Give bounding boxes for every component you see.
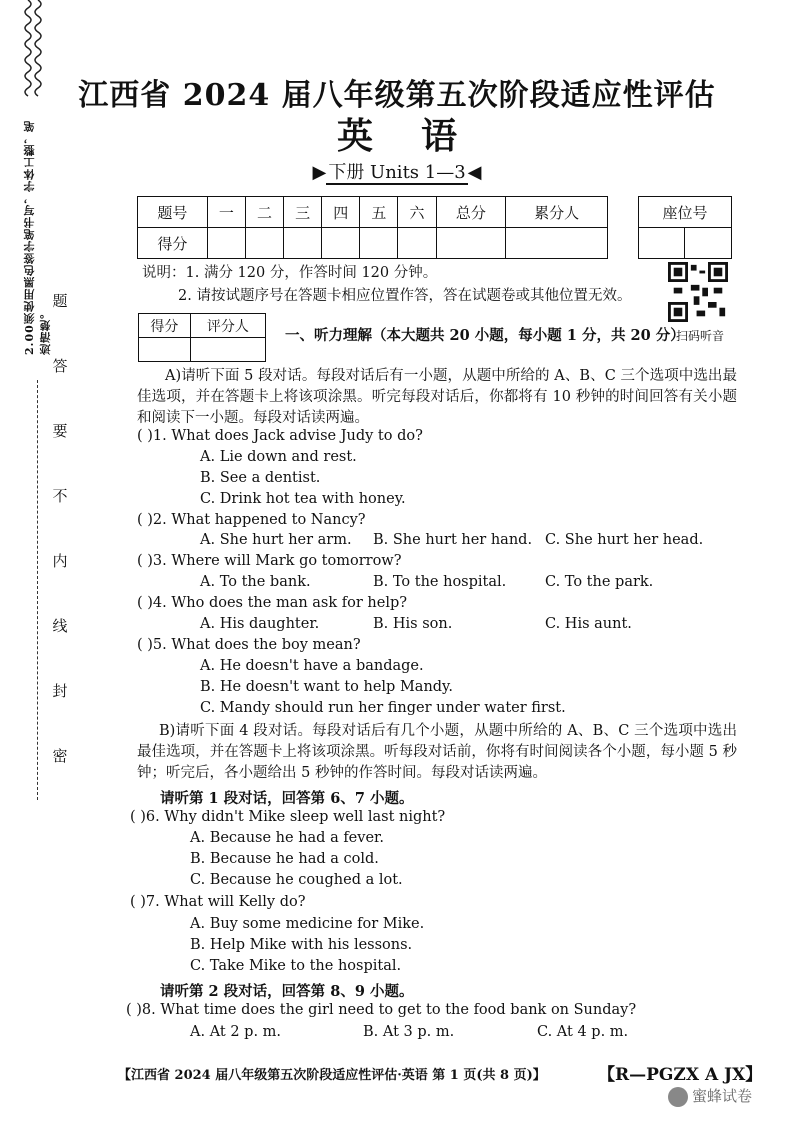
instructions-notes [142, 262, 631, 308]
part-b-instructions: B)请听下面 4 段对话。每段对话后有几个小题，从题中所给的 A、B、C 三个选项中选出最佳选项，并在答题卡上将该项涂黑。听每段对话前，你将有时间阅读各个小题，每小题 5 秒钟；听完后，各小题给出 5 秒钟的作答时间。每段对话读两遍。 [137, 723, 737, 781]
question-stem: ( )4. Who does the man ask for help? [137, 595, 408, 611]
option: B. He doesn't want to help Mandy. [200, 679, 453, 695]
exam-title: 江西省 2024 届八年级第五次阶段适应性评估 [78, 78, 716, 113]
score-table [137, 196, 608, 259]
note-line: 说明：1. 满分 120 分，作答时间 120 分钟。 [142, 265, 438, 281]
units-text: 下册 Units 1—3 [328, 162, 466, 183]
seal-char: 不 [52, 487, 68, 505]
table-cell: 五 [360, 197, 398, 228]
option: C. Take Mike to the hospital. [190, 958, 402, 974]
seal-char: 密 [52, 747, 68, 765]
qr-label: 扫码听音 [675, 329, 724, 343]
option: A. Because he had a fever. [190, 830, 384, 846]
seat-label: 座位号 [639, 197, 732, 228]
table-cell: 题号 [138, 197, 208, 228]
binding-line [37, 380, 39, 800]
grader-table [138, 313, 266, 362]
option: C. She hurt her head. [545, 532, 704, 548]
option: C. To the park. [545, 574, 654, 590]
option: B. She hurt her hand. [373, 532, 533, 548]
option: B. See a dentist. [200, 470, 321, 486]
option: A. Buy some medicine for Mike. [190, 916, 425, 932]
seat-blank[interactable] [639, 228, 685, 259]
units-label [0, 158, 794, 184]
score-blank[interactable] [398, 228, 436, 259]
option: A. Lie down and rest. [200, 449, 357, 465]
seal-char: 答 [52, 357, 68, 375]
option: B. Because he had a cold. [190, 851, 379, 867]
grader-blank[interactable] [190, 338, 265, 362]
table-cell: 累分人 [506, 197, 608, 228]
page-footer: 【江西省 2024 届八年级第五次阶段适应性评估·英语 第 1 页(共 8 页)】 [118, 1068, 546, 1083]
triangle-left-icon: ◀ [467, 162, 482, 183]
option: A. To the bank. [200, 574, 311, 590]
option: C. Because he coughed a lot. [190, 872, 403, 888]
score-table-header-row [138, 197, 608, 228]
grader-blank[interactable] [139, 338, 191, 362]
watermark [668, 1085, 752, 1107]
option: B. To the hospital. [373, 574, 507, 590]
seal-char: 题 [52, 292, 68, 310]
binding-note: 2.00须使用黑色签字笔书写，字体工整，笔迹清楚。 [23, 120, 52, 355]
question-stem: ( )1. What does Jack advise Judy to do? [137, 428, 423, 444]
table-cell: 评分人 [190, 314, 265, 338]
score-blank[interactable] [436, 228, 506, 259]
question-stem: ( )2. What happened to Nancy? [137, 512, 366, 528]
option: A. At 2 p. m. [190, 1024, 282, 1040]
dialog-heading: 请听第 1 段对话，回答第 6、7 小题。 [160, 790, 414, 807]
option: C. At 4 p. m. [537, 1024, 629, 1040]
bee-icon [668, 1087, 688, 1107]
note-line: 2. 请按试题序号在答题卡相应位置作答，答在试题卷或其他位置无效。 [178, 288, 632, 304]
seal-char: 要 [52, 422, 68, 440]
score-blank[interactable] [322, 228, 360, 259]
score-blank[interactable] [245, 228, 283, 259]
seal-char: 内 [52, 552, 68, 570]
table-cell: 一 [207, 197, 245, 228]
question-stem: ( )6. Why didn't Mike sleep well last night? [130, 809, 446, 825]
table-cell: 二 [245, 197, 283, 228]
option: B. At 3 p. m. [363, 1024, 455, 1040]
part-a-instructions: A)请听下面 5 段对话。每段对话后有一小题，从题中所给的 A、B、C 三个选项中选出最佳选项，并在答题卡上将该项涂黑。听完每段对话后，你都将有 10 秒钟的时间回答有关小题和阅读下一小题。每段对话读两遍。 [137, 368, 737, 426]
table-cell: 得分 [138, 228, 208, 259]
subject-title: 英语 [336, 115, 505, 157]
option: B. His son. [373, 616, 453, 632]
paper-code: 【R—PGZX A JX】 [598, 1065, 763, 1085]
option: A. He doesn't have a bandage. [200, 658, 424, 674]
table-cell: 六 [398, 197, 436, 228]
qr-code-icon[interactable] [668, 262, 728, 322]
option: A. His daughter. [200, 616, 320, 632]
option: A. She hurt her arm. [200, 532, 352, 548]
table-cell: 四 [322, 197, 360, 228]
option: B. Help Mike with his lessons. [190, 937, 413, 953]
score-blank[interactable] [284, 228, 322, 259]
score-blank[interactable] [506, 228, 608, 259]
score-blank[interactable] [207, 228, 245, 259]
score-blank[interactable] [360, 228, 398, 259]
question-stem: ( )8. What time does the girl need to get to the food bank on Sunday? [126, 1002, 637, 1018]
dialog-heading: 请听第 2 段对话，回答第 8、9 小题。 [160, 983, 414, 1000]
seat-table [638, 196, 732, 259]
option: C. Drink hot tea with honey. [200, 491, 406, 507]
question-stem: ( )5. What does the boy mean? [137, 637, 361, 653]
seal-char: 线 [52, 617, 68, 635]
table-cell: 总分 [436, 197, 506, 228]
seat-blank[interactable] [685, 228, 732, 259]
triangle-right-icon: ▶ [312, 162, 327, 183]
question-stem: ( )7. What will Kelly do? [130, 894, 306, 910]
score-table-score-row [138, 228, 608, 259]
question-stem: ( )3. Where will Mark go tomorrow? [137, 553, 402, 569]
table-cell: 三 [284, 197, 322, 228]
section-heading: 一、听力理解（本大题共 20 小题，每小题 1 分，共 20 分） [285, 327, 685, 344]
seal-char: 封 [52, 682, 68, 700]
table-cell: 得分 [139, 314, 191, 338]
option: C. His aunt. [545, 616, 632, 632]
watermark-text: 蜜蜂试卷 [692, 1087, 753, 1105]
option: C. Mandy should run her finger under water first. [200, 700, 566, 716]
